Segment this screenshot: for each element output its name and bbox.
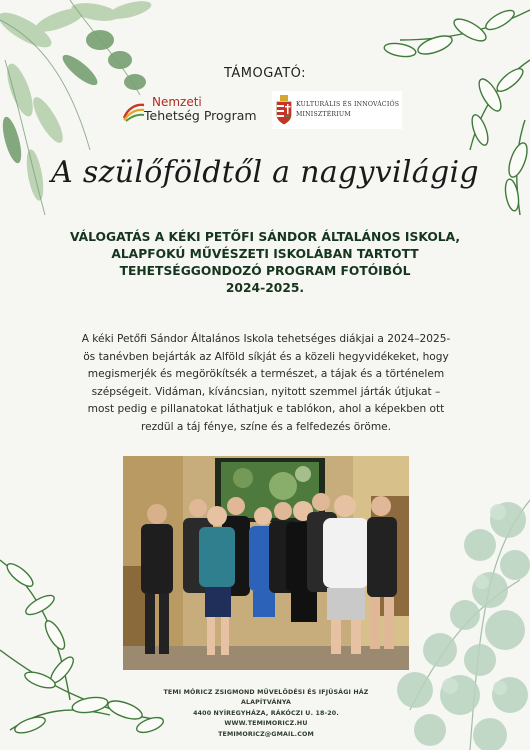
headline-line: VÁLOGATÁS A KÉKI PETŐFI SÁNDOR ÁLTALÁNOS ISKOLA, — [69, 230, 461, 244]
group-photo-illustration — [123, 456, 409, 670]
headline — [40, 229, 490, 297]
footer-address: 4400 NYÍREGYHÁZA, RÁKÓCZI U. 18-20. — [193, 709, 339, 717]
headline-line: TEHETSÉGGONDOZÓ PROGRAM FOTÓIBÓL — [119, 264, 411, 278]
footer-contact — [160, 688, 372, 740]
footer-email: TEMIMORICZ@GMAIL.COM — [218, 730, 314, 738]
ministry-logo-line1: KULTURÁLIS ÉS INNOVÁCIÓS — [296, 101, 400, 108]
footer-organization-suffix: ALAPÍTVÁNYA — [240, 699, 292, 707]
hungarian-coat-of-arms-icon — [276, 95, 292, 125]
footer-website: WWW.TEMIMORICZ.HU — [224, 720, 308, 728]
ministry-logo-line2: MINISZTÉRIUM — [296, 111, 351, 118]
headline-line: ALAPFOKÚ MŰVÉSZETI ISKOLÁBAN TARTOTT — [111, 247, 419, 261]
group-photo — [123, 456, 409, 670]
page-title: A szülőföldtől a nagyvilágig — [51, 155, 479, 190]
ntp-logo-line1: Nemzeti — [152, 95, 202, 109]
footer-organization: TEMI MÓRICZ ZSIGMOND MŰVELŐDÉSI ÉS IFJÚSÁGI HÁZ — [163, 689, 369, 696]
ntp-logo-icon — [122, 102, 146, 122]
ntp-logo-line2: Tehetség Program — [144, 108, 257, 123]
ministry-logo — [272, 91, 402, 129]
description-paragraph: A kéki Petőfi Sándor Általános Iskola tehetséges diákjai a 2024–2025-ös tanévben bejárták az Alföld síkját és a közeli hegyvidékeket, hogy megismerjék és megörökítsék a természet, a tájak és a történelem szépségeit. Vidáman, kíváncsian, nyitott szemmel járták útjukat – most pedig e pillanatokat láthatjuk e tablókon, ahol a képekben ott rezdül a táj fénye, színe és a felfedezés öröme. — [81, 333, 451, 433]
headline-line: 2024-2025. — [225, 281, 305, 295]
sponsor-label: TÁMOGATÓ: — [223, 66, 307, 81]
ntp-logo — [122, 94, 267, 128]
